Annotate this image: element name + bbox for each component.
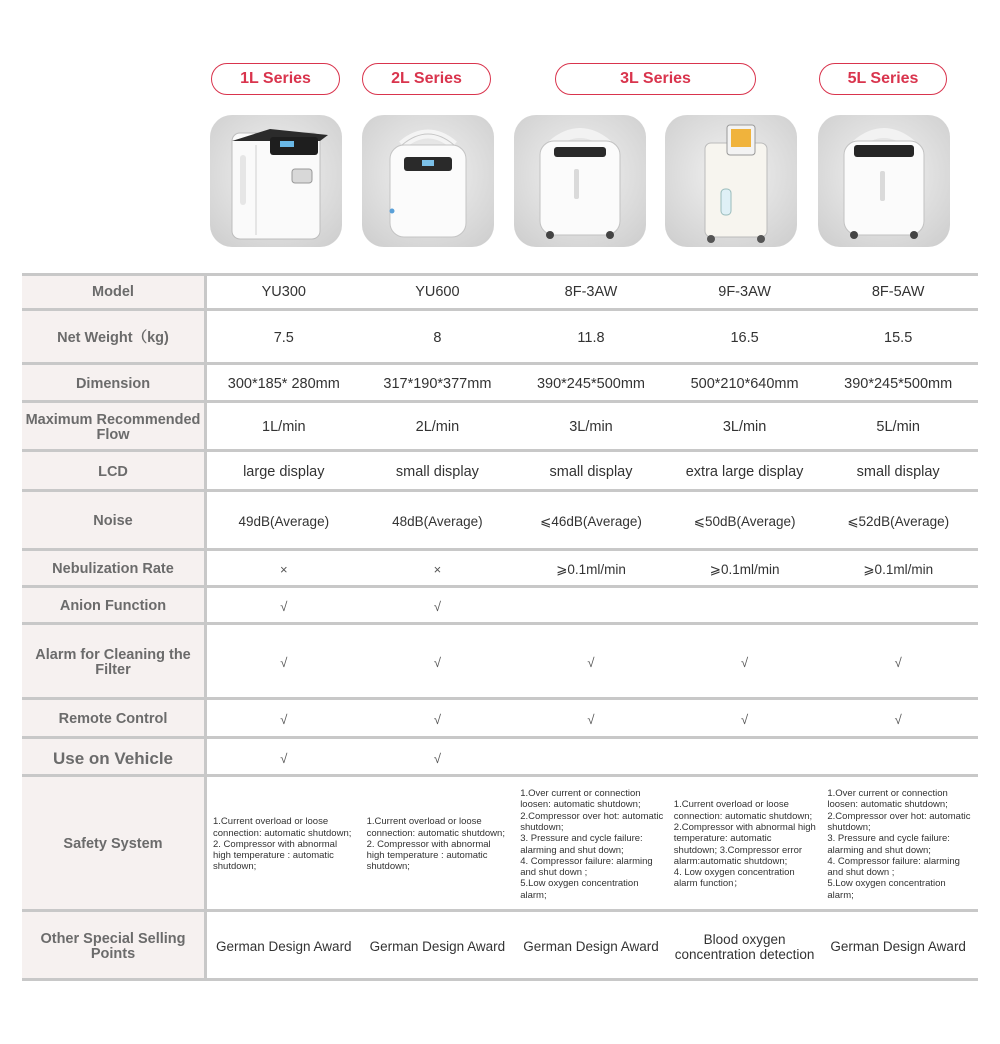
oxygen-concentrator-9f-3aw-image — [665, 115, 797, 247]
table-cell — [668, 739, 822, 777]
series-pill-5l: 5L Series — [819, 63, 947, 95]
row-header: Anion Function — [22, 588, 207, 625]
series-pill-2l: 2L Series — [362, 63, 491, 95]
table-cell: German Design Award — [830, 939, 966, 954]
table-cell: YU600 — [415, 283, 460, 300]
table-row-lcd — [22, 452, 978, 492]
table-cell: × — [433, 562, 442, 577]
table-row-anion — [22, 588, 978, 625]
check-icon: √ — [280, 750, 288, 766]
oxygen-concentrator-yu600-image — [362, 115, 494, 247]
table-cell: 317*190*377mm — [383, 375, 492, 392]
row-header: Safety System — [22, 777, 207, 912]
safety-text: 1.Over current or connection loosen: automatic shutdown; 2.Compressor over hot: automatic shutdown; 3. Pressure and cycle failure: alarming and shut down; 4. Compressor failure: alarming and shut down ; 5.Low oxygen concentration alarm; — [827, 788, 971, 901]
check-icon: √ — [894, 655, 902, 670]
table-row-noise — [22, 492, 978, 551]
oxygen-concentrator-8f-3aw-image — [514, 115, 646, 247]
row-header: Other Special Selling Points — [22, 912, 207, 981]
table-row-alarm — [22, 625, 978, 700]
table-row-nebulization — [22, 551, 978, 588]
table-cell — [668, 588, 822, 625]
check-icon: √ — [894, 712, 902, 727]
table-cell: 48dB(Average) — [392, 514, 483, 529]
table-cell — [514, 588, 668, 625]
table-cell — [821, 739, 975, 777]
table-cell: German Design Award — [216, 939, 352, 954]
table-cell: extra large display — [685, 463, 804, 480]
row-header: Nebulization Rate — [22, 551, 207, 588]
table-cell: ⩾0.1ml/min — [556, 562, 626, 577]
table-row-model — [22, 273, 978, 311]
table-cell: 9F-3AW — [718, 283, 771, 300]
table-cell — [514, 777, 668, 912]
check-icon: √ — [741, 655, 749, 670]
check-icon: √ — [587, 712, 595, 727]
safety-text: 1.Current overload or loose connection: automatic shutdown; 2. Compressor with abnormal high temperature : automatic shutdown; — [213, 816, 352, 873]
table-cell: 5L/min — [876, 419, 920, 435]
table-cell: 3L/min — [569, 419, 613, 435]
table-cell: 8 — [433, 329, 442, 346]
table-cell: 390*245*500mm — [536, 375, 645, 392]
row-header: LCD — [22, 452, 207, 492]
table-cell: 390*245*500mm — [844, 375, 953, 392]
table-cell: large display — [243, 463, 325, 480]
table-cell: German Design Award — [369, 939, 506, 954]
table-cell: 8F-5AW — [871, 283, 925, 300]
table-cell: 3L/min — [722, 419, 767, 435]
table-cell — [821, 588, 975, 625]
table-cell: small display — [856, 463, 940, 480]
safety-text: 1.Current overload or loose connection: automatic shutdown; 2.Compressor with abnormal high temperature: automatic shutdown; 3.Compressor error alarm:automatic shutdown; 4. Low oxygen concentration alarm function； — [673, 799, 816, 890]
table-cell — [207, 777, 361, 912]
table-row-safety — [22, 777, 978, 912]
check-icon: √ — [433, 599, 441, 614]
series-pill-3l: 3L Series — [555, 63, 756, 95]
table-row-vehicle — [22, 739, 978, 777]
safety-text: 1.Current overload or loose connection: automatic shutdown; 2. Compressor with abnormal high temperature : automatic shutdown; — [366, 816, 505, 873]
row-header: Maximum Recommended Flow — [22, 403, 207, 452]
row-header: Noise — [22, 492, 207, 551]
table-cell: 1L/min — [262, 419, 306, 435]
table-cell: ⩽46dB(Average) — [540, 514, 642, 529]
table-cell: Blood oxygen concentration detection — [674, 931, 815, 962]
row-header: Remote Control — [22, 700, 207, 739]
table-cell: YU300 — [261, 283, 306, 300]
table-cell: ⩾0.1ml/min — [863, 562, 934, 577]
check-icon: √ — [280, 655, 288, 670]
table-cell — [821, 777, 975, 912]
table-cell: 2L/min — [415, 419, 460, 435]
table-cell: small display — [395, 463, 479, 480]
table-cell — [668, 777, 822, 912]
row-header: Model — [22, 273, 207, 311]
table-cell: 49dB(Average) — [238, 514, 330, 529]
comparison-table — [22, 273, 978, 981]
safety-text: 1.Over current or connection loosen: automatic shutdown; 2.Compressor over hot: automatic shutdown; 3. Pressure and cycle failure: alarming and shut down; 4. Compressor failure: alarming and shut down ; 5.Low oxygen concentration alarm; — [520, 788, 664, 901]
table-cell: German Design Award — [523, 939, 659, 954]
oxygen-concentrator-yu300-image — [210, 115, 342, 247]
check-icon: √ — [280, 712, 288, 727]
table-row-flow — [22, 403, 978, 452]
row-header: Use on Vehicle — [22, 739, 207, 777]
row-header: Alarm for Cleaning the Filter — [22, 625, 207, 700]
table-cell — [361, 777, 515, 912]
table-cell: ⩽50dB(Average) — [693, 514, 796, 529]
check-icon: √ — [280, 599, 288, 614]
table-row-dimension — [22, 365, 978, 403]
check-icon: √ — [433, 655, 441, 670]
table-cell: × — [280, 562, 288, 577]
table-cell: 7.5 — [273, 329, 294, 346]
check-icon: √ — [587, 655, 595, 670]
table-cell: 300*185* 280mm — [227, 375, 340, 392]
table-cell: 8F-3AW — [564, 283, 618, 300]
check-icon: √ — [433, 712, 441, 727]
table-cell: 11.8 — [577, 329, 605, 346]
table-row-other — [22, 912, 978, 981]
table-cell: ⩾0.1ml/min — [709, 562, 780, 577]
series-pill-1l: 1L Series — [211, 63, 340, 95]
table-cell: 15.5 — [884, 329, 913, 346]
table-row-weight — [22, 311, 978, 365]
table-cell: small display — [549, 463, 633, 480]
check-icon: √ — [741, 712, 749, 727]
check-icon: √ — [433, 750, 441, 766]
table-cell: 16.5 — [730, 329, 759, 346]
row-header: Dimension — [22, 365, 207, 403]
table-row-remote — [22, 700, 978, 739]
table-cell — [514, 739, 668, 777]
table-cell: ⩽52dB(Average) — [847, 514, 950, 529]
row-header: Net Weight（kg) — [22, 311, 207, 365]
oxygen-concentrator-8f-5aw-image — [818, 115, 950, 247]
table-cell: 500*210*640mm — [690, 375, 799, 392]
